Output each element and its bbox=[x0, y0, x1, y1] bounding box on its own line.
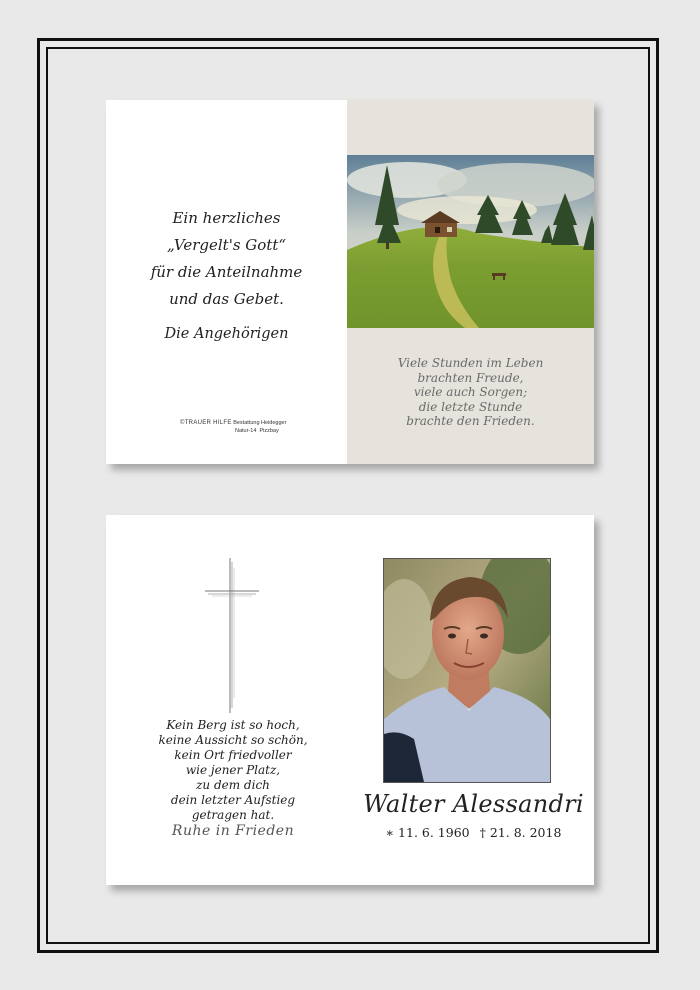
poem-line: wie jener Platz, bbox=[185, 763, 281, 777]
alpine-hut-photo bbox=[347, 155, 594, 328]
thanks-line: „Vergelt's Gott“ bbox=[166, 236, 287, 254]
thanks-line: und das Gebet. bbox=[169, 290, 284, 308]
poem-line: brachten Freude, bbox=[417, 370, 524, 385]
thanks-line: Ein herzliches bbox=[172, 209, 281, 227]
credit-place: Pizzbay bbox=[259, 428, 279, 434]
rest-in-peace: Ruhe in Frieden bbox=[171, 823, 295, 839]
landscape-panel bbox=[347, 100, 594, 464]
deceased-portrait bbox=[383, 558, 551, 783]
signoff: Die Angehörigen bbox=[164, 326, 289, 342]
credit-brand: ©TRAUER HILFE bbox=[180, 420, 232, 426]
death-date: † 21. 8. 2018 bbox=[479, 825, 562, 840]
poem-line: Kein Berg ist so hoch, bbox=[166, 718, 300, 732]
poem-line: getragen hat. bbox=[191, 808, 275, 822]
memorial-card bbox=[106, 515, 594, 885]
credit-company: Bestattung Heidegger bbox=[233, 420, 287, 426]
thank-you-card bbox=[106, 100, 594, 464]
credit-code: Natur-14 bbox=[235, 428, 257, 434]
poem-line: kein Ort friedvoller bbox=[174, 748, 292, 762]
thanks-line: für die Anteilnahme bbox=[150, 263, 303, 281]
memorial-poem bbox=[106, 718, 360, 823]
panel-poem bbox=[347, 356, 594, 429]
life-dates bbox=[361, 825, 586, 840]
deceased-name: Walter Alessandri bbox=[363, 790, 584, 818]
birth-date: ∗ 11. 6. 1960 bbox=[385, 825, 470, 840]
thanks-text bbox=[106, 205, 347, 348]
poem-line: zu dem dich bbox=[196, 778, 270, 792]
poem-line: brachte den Frieden. bbox=[406, 414, 535, 428]
poem-line: viele auch Sorgen; bbox=[413, 385, 528, 399]
poem-line: Viele Stunden im Leben bbox=[397, 356, 544, 370]
poem-line: dein letzter Aufstieg bbox=[170, 793, 296, 807]
printer-credit bbox=[180, 419, 286, 435]
cross-icon bbox=[202, 558, 262, 713]
poem-line: die letzte Stunde bbox=[418, 399, 523, 414]
poem-line: keine Aussicht so schön, bbox=[158, 733, 308, 747]
